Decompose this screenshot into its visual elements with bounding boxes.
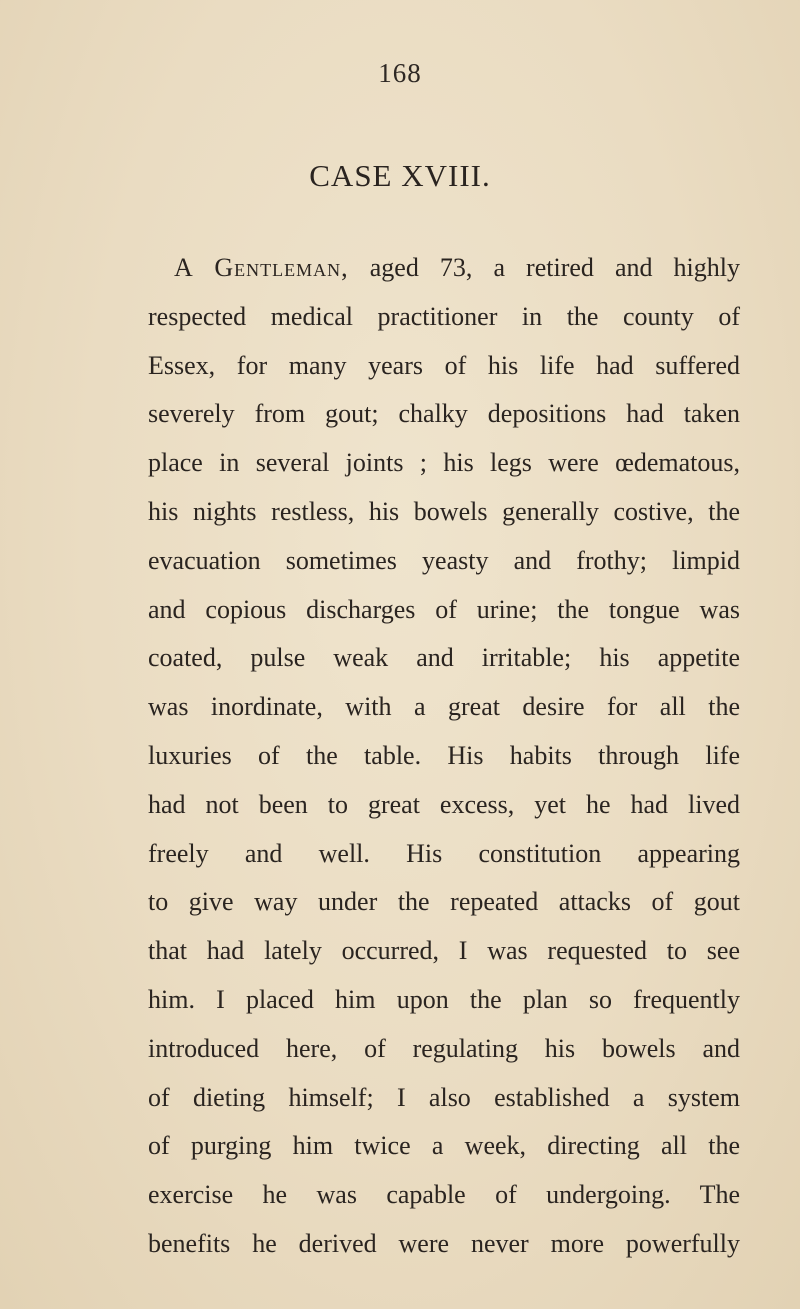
text-line: had not been to great excess, yet he had lived [148,789,740,819]
text-line: luxuries of the table. His habits through life [148,740,740,770]
text-line: benefits he derived were never more powerfully [148,1228,740,1258]
text-line: respected medical practitioner in the county of [148,301,740,331]
text-line: evacuation sometimes yeasty and frothy; limpid [148,545,740,575]
text-line [148,244,740,293]
text-line: severely from gout; chalky depositions had taken [148,399,740,429]
text-line: of purging him twice a week, directing all the [148,1131,740,1161]
text-line: introduced here, of regulating his bowels and [148,1033,740,1063]
body-paragraph [148,244,740,1269]
text-line: freely and well. His constitution appearing [148,838,740,868]
text-line: exercise he was capable of undergoing. The [148,1180,740,1210]
text-line: Essex, for many years of his life had suffered [148,350,740,380]
page-number: 168 [378,58,422,88]
text-line: of dieting himself; I also established a system [148,1082,740,1112]
text-line: place in several joints ; his legs were œdematous, [148,448,740,478]
text-line-content: aged 73, a retired and highly [348,253,740,282]
opening-word: A Gentleman, [174,253,349,282]
text-line: that had lately occurred, I was requested to see [148,936,740,966]
text-line: his nights restless, his bowels generally costive, the [148,496,740,526]
case-title: CASE XVIII. [309,158,491,193]
text-line: to give way under the repeated attacks of gout [148,887,740,917]
text-line: and copious discharges of urine; the tongue was [148,594,740,624]
text-line: was inordinate, with a great desire for all the [148,692,740,722]
text-line: coated, pulse weak and irritable; his appetite [148,643,740,673]
text-line: him. I placed him upon the plan so frequently [148,984,740,1014]
